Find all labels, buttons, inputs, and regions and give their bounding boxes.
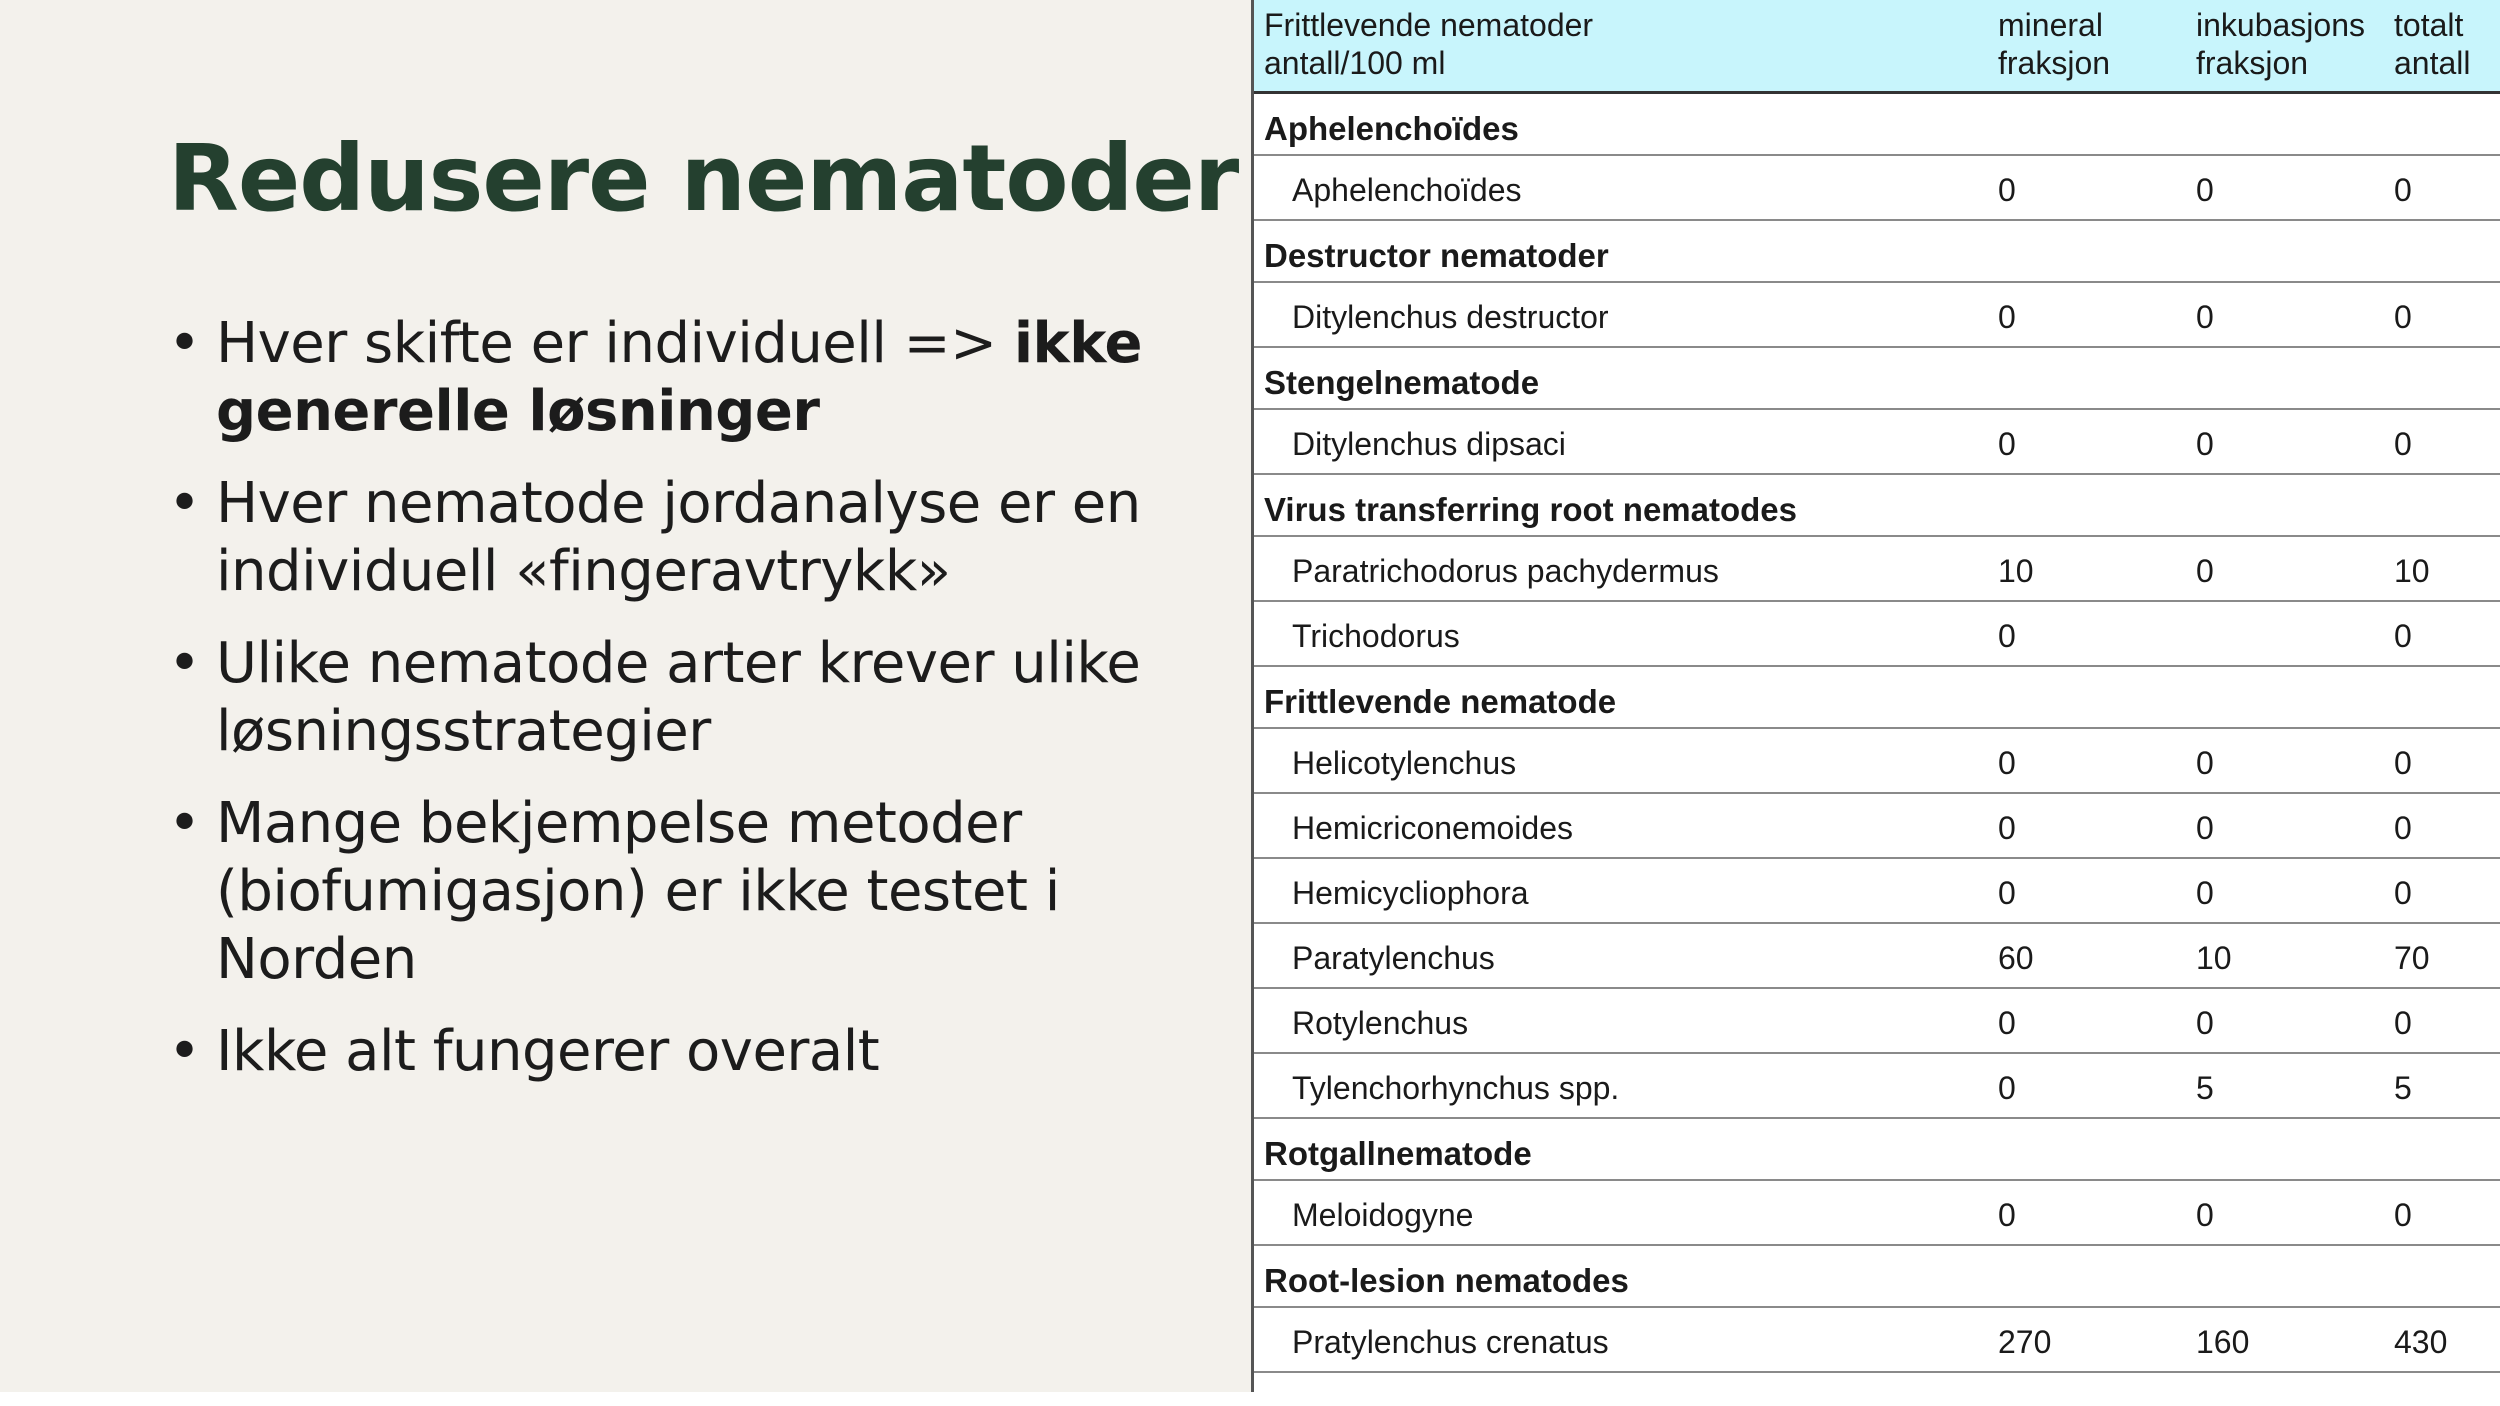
cell-species: Aphelenchoïdes <box>1292 172 1522 208</box>
cell-species: Ditylenchus destructor <box>1292 299 1609 335</box>
cell-total: 0 <box>2394 426 2412 462</box>
bullet-dot-icon: • <box>168 471 201 536</box>
bullet-dot-icon: • <box>168 791 201 856</box>
cell-inkubasjons: 0 <box>2196 426 2214 462</box>
bullet-bold-text: ikke generelle løsninger <box>216 311 1142 444</box>
table-group-row <box>1254 221 2500 283</box>
table-row <box>1254 283 2500 348</box>
cell-species: Paratylenchus <box>1292 940 1495 976</box>
header-total: totalt antall <box>2394 7 2471 81</box>
table-group-row <box>1254 1246 2500 1308</box>
cell-mineral: 60 <box>1998 940 2034 976</box>
cell-total: 0 <box>2394 172 2412 208</box>
bullet-dot-icon: • <box>168 311 201 376</box>
cell-mineral: 10 <box>1998 553 2034 589</box>
cell-mineral: 0 <box>1998 745 2016 781</box>
cell-inkubasjons: 0 <box>2196 1197 2214 1233</box>
bullet-text: Hver nematode jordanalyse er en individuell «fingeravtrykk» <box>216 471 1141 604</box>
cell-inkubasjons: 0 <box>2196 875 2214 911</box>
slide-title: Redusere nematoder <box>168 125 1239 232</box>
table-group-row <box>1254 1119 2500 1181</box>
cell-total: 70 <box>2394 940 2430 976</box>
table-group-row <box>1254 94 2500 156</box>
cell-species: Helicotylenchus <box>1292 745 1517 781</box>
cell-mineral: 270 <box>1998 1324 2052 1360</box>
cell-inkubasjons: 0 <box>2196 810 2214 846</box>
bullet-text: Hver skifte er individuell => <box>216 311 1014 376</box>
bullet-item <box>168 790 1208 994</box>
table-row <box>1254 924 2500 989</box>
cell-mineral: 0 <box>1998 172 2016 208</box>
cell-mineral: 0 <box>1998 426 2016 462</box>
table-row <box>1254 1054 2500 1119</box>
table-body <box>1254 94 2500 1401</box>
bullet-item <box>168 630 1208 766</box>
cell-total: 0 <box>2394 875 2412 911</box>
cell-inkubasjons: 10 <box>2196 940 2232 976</box>
table-row <box>1254 729 2500 794</box>
cell-total: 0 <box>2394 745 2412 781</box>
table-row <box>1254 1308 2500 1373</box>
bullet-item <box>168 1018 1208 1086</box>
table-row <box>1254 156 2500 221</box>
group-label: Root-lesion nematodes <box>1264 1262 1629 1299</box>
cell-inkubasjons: 0 <box>2196 172 2214 208</box>
group-label: Rotgallnematode <box>1264 1135 1532 1172</box>
cell-total: 10 <box>2394 553 2430 589</box>
table-row <box>1254 794 2500 859</box>
cell-mineral: 0 <box>1998 810 2016 846</box>
group-label: Destructor nematoder <box>1264 237 1609 274</box>
cell-mineral: 0 <box>1998 1197 2016 1233</box>
cell-total: 0 <box>2394 810 2412 846</box>
group-label: Aphelenchoïdes <box>1264 110 1519 147</box>
cell-total: 0 <box>2394 1197 2412 1233</box>
cell-inkubasjons: 5 <box>2196 1070 2214 1106</box>
table-row <box>1254 1181 2500 1246</box>
cell-species: Paratrichodorus pachydermus <box>1292 553 1719 589</box>
bottom-strip <box>0 1392 2500 1406</box>
cell-total: 430 <box>2394 1324 2448 1360</box>
table-row <box>1254 410 2500 475</box>
bullet-text: Ulike nematode arter krever ulike løsningsstrategier <box>216 631 1141 764</box>
bullet-dot-icon: • <box>168 1019 201 1084</box>
bullet-text: Ikke alt fungerer overalt <box>216 1019 880 1084</box>
cell-mineral: 0 <box>1998 1070 2016 1106</box>
cell-inkubasjons: 0 <box>2196 1005 2214 1041</box>
cell-inkubasjons: 0 <box>2196 299 2214 335</box>
bullet-list <box>168 310 1208 1110</box>
table-group-row <box>1254 348 2500 410</box>
group-label: Frittlevende nematode <box>1264 683 1617 720</box>
cell-inkubasjons: 0 <box>2196 553 2214 589</box>
cell-total: 0 <box>2394 299 2412 335</box>
cell-species: Ditylenchus dipsaci <box>1292 426 1566 462</box>
bullet-item <box>168 470 1208 606</box>
cell-species: Hemicriconemoides <box>1292 810 1573 846</box>
table-row <box>1254 859 2500 924</box>
cell-species: Rotylenchus <box>1292 1005 1469 1041</box>
table-row <box>1254 989 2500 1054</box>
cell-species: Meloidogyne <box>1292 1197 1474 1233</box>
header-mineral: mineral fraksjon <box>1998 7 2111 81</box>
cell-species: Hemicycliophora <box>1292 875 1529 911</box>
header-name: Frittlevende nematoder antall/100 ml <box>1264 7 1594 81</box>
cell-total: 0 <box>2394 1005 2412 1041</box>
cell-total: 0 <box>2394 618 2412 654</box>
cell-total: 5 <box>2394 1070 2412 1106</box>
cell-mineral: 0 <box>1998 299 2016 335</box>
cell-inkubasjons: 0 <box>2196 745 2214 781</box>
group-label: Stengelnematode <box>1264 364 1540 401</box>
table-header <box>1254 0 2500 94</box>
group-label: Virus transferring root nematodes <box>1264 491 1798 528</box>
bullet-item <box>168 310 1208 446</box>
cell-species: Pratylenchus crenatus <box>1292 1324 1609 1360</box>
table-group-row <box>1254 667 2500 729</box>
table-row <box>1254 602 2500 667</box>
table-group-row <box>1254 475 2500 537</box>
cell-inkubasjons: 160 <box>2196 1324 2250 1360</box>
cell-species: Tylenchorhynchus spp. <box>1292 1070 1620 1106</box>
cell-species: Trichodorus <box>1292 618 1460 654</box>
cell-mineral: 0 <box>1998 1005 2016 1041</box>
bullet-dot-icon: • <box>168 631 201 696</box>
bullet-text: Mange bekjempelse metoder (biofumigasjon) er ikke testet i Norden <box>216 791 1060 992</box>
header-inkubasjons: inkubasjons fraksjon <box>2196 7 2365 81</box>
table-row <box>1254 537 2500 602</box>
cell-mineral: 0 <box>1998 618 2016 654</box>
nematode-table <box>1251 0 2500 1392</box>
cell-mineral: 0 <box>1998 875 2016 911</box>
